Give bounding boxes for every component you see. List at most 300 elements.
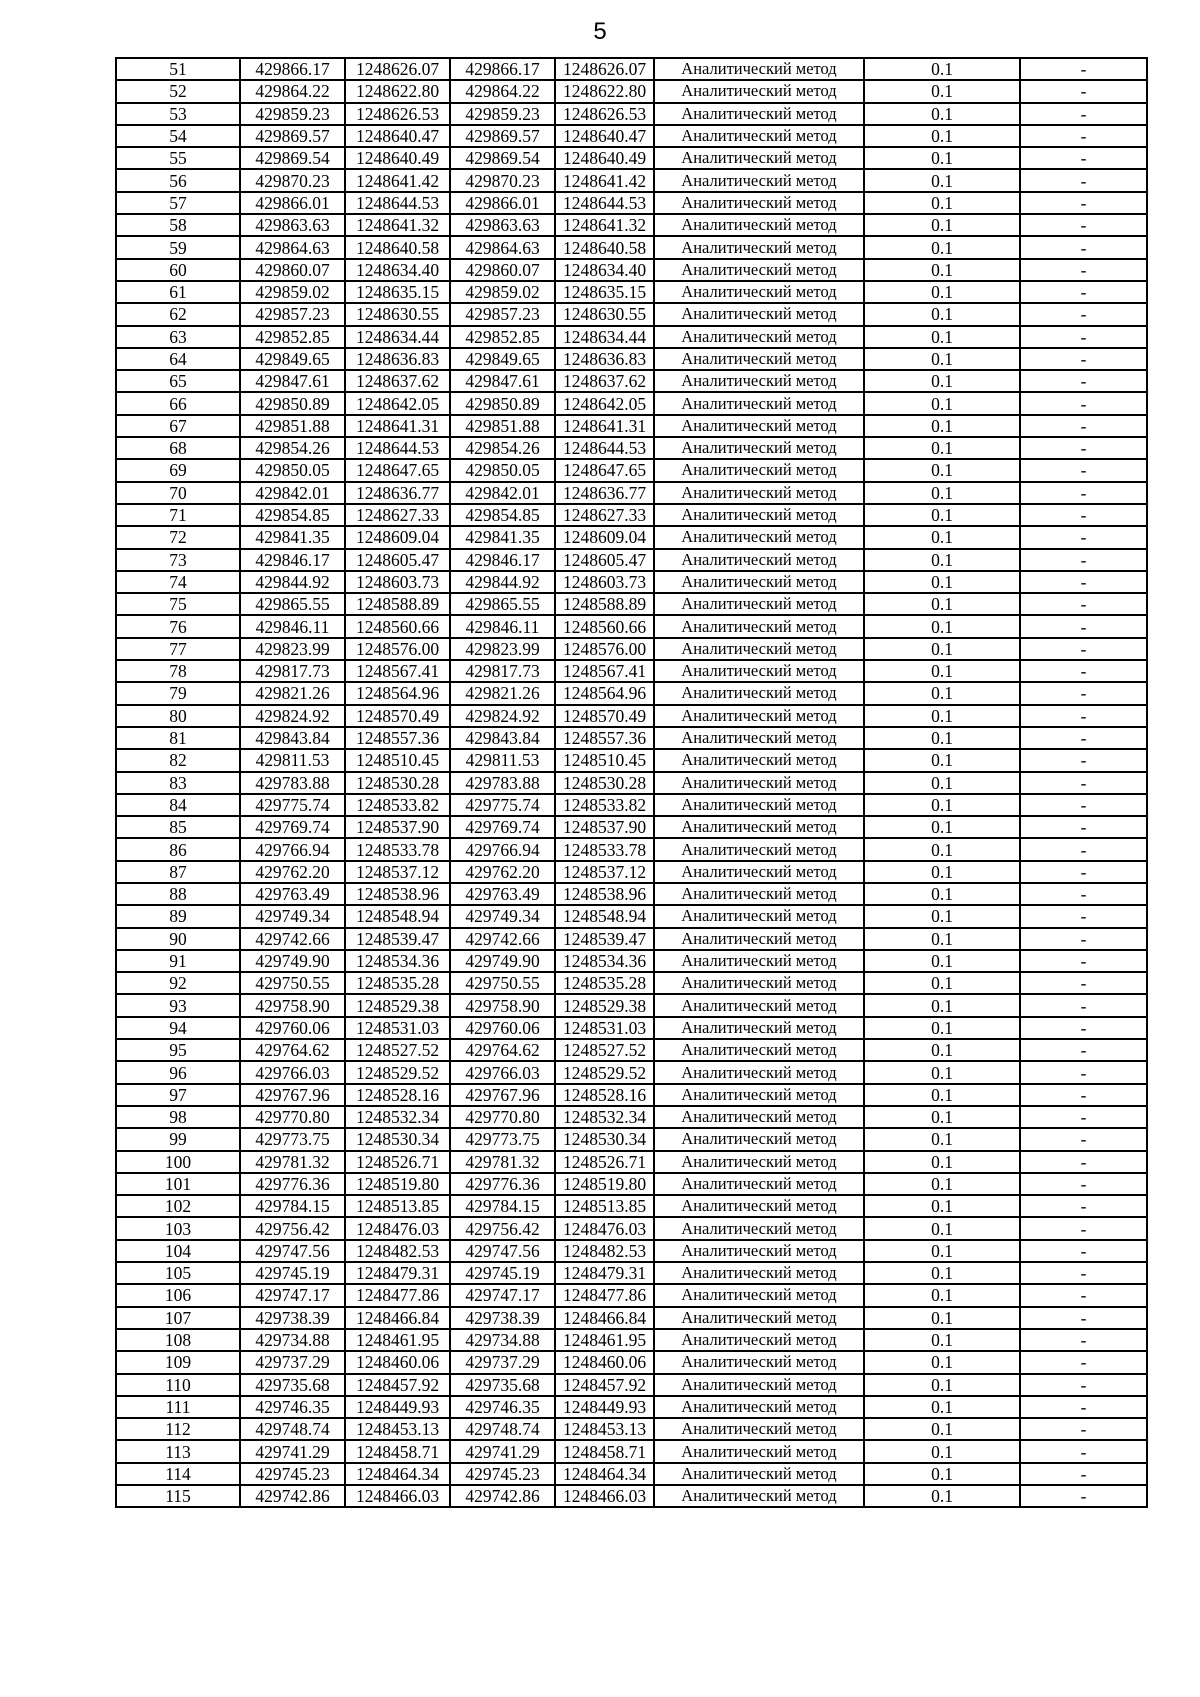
x-coordinate-cell: 429766.94: [450, 838, 555, 860]
y-coordinate-cell: 1248644.53: [555, 437, 654, 459]
method-cell: Аналитический метод: [654, 437, 864, 459]
y-coordinate-cell: 1248449.93: [345, 1396, 450, 1418]
table-row: [116, 928, 1147, 950]
x-coordinate-cell: 429850.05: [450, 459, 555, 481]
accuracy-cell: 0.1: [864, 1351, 1020, 1373]
point-number-cell: 95: [116, 1039, 240, 1061]
method-cell: Аналитический метод: [654, 1374, 864, 1396]
x-coordinate-cell: 429865.55: [450, 593, 555, 615]
point-number-cell: 80: [116, 705, 240, 727]
x-coordinate-cell: 429869.57: [450, 125, 555, 147]
accuracy-cell: 0.1: [864, 236, 1020, 258]
accuracy-cell: 0.1: [864, 1284, 1020, 1306]
x-coordinate-cell: 429734.88: [450, 1329, 555, 1351]
x-coordinate-cell: 429864.22: [450, 80, 555, 102]
table-row: [116, 259, 1147, 281]
y-coordinate-cell: 1248479.31: [555, 1262, 654, 1284]
x-coordinate-cell: 429756.42: [450, 1217, 555, 1239]
accuracy-cell: 0.1: [864, 80, 1020, 102]
note-cell: -: [1020, 727, 1147, 749]
x-coordinate-cell: 429866.17: [240, 58, 345, 80]
y-coordinate-cell: 1248464.34: [345, 1463, 450, 1485]
method-cell: Аналитический метод: [654, 1351, 864, 1373]
table-row: [116, 1217, 1147, 1239]
table-row: [116, 415, 1147, 437]
y-coordinate-cell: 1248637.62: [555, 370, 654, 392]
y-coordinate-cell: 1248460.06: [345, 1351, 450, 1373]
table-row: [116, 504, 1147, 526]
note-cell: -: [1020, 303, 1147, 325]
point-number-cell: 97: [116, 1084, 240, 1106]
point-number-cell: 70: [116, 482, 240, 504]
point-number-cell: 99: [116, 1128, 240, 1150]
note-cell: -: [1020, 1307, 1147, 1329]
y-coordinate-cell: 1248622.80: [555, 80, 654, 102]
x-coordinate-cell: 429857.23: [240, 303, 345, 325]
point-number-cell: 76: [116, 615, 240, 637]
table-row: [116, 281, 1147, 303]
method-cell: Аналитический метод: [654, 615, 864, 637]
point-number-cell: 101: [116, 1173, 240, 1195]
accuracy-cell: 0.1: [864, 1217, 1020, 1239]
y-coordinate-cell: 1248513.85: [555, 1195, 654, 1217]
y-coordinate-cell: 1248535.28: [555, 972, 654, 994]
method-cell: Аналитический метод: [654, 660, 864, 682]
method-cell: Аналитический метод: [654, 861, 864, 883]
y-coordinate-cell: 1248527.52: [555, 1039, 654, 1061]
table-row: [116, 1418, 1147, 1440]
method-cell: Аналитический метод: [654, 526, 864, 548]
accuracy-cell: 0.1: [864, 1262, 1020, 1284]
accuracy-cell: 0.1: [864, 994, 1020, 1016]
accuracy-cell: 0.1: [864, 1084, 1020, 1106]
y-coordinate-cell: 1248576.00: [555, 638, 654, 660]
method-cell: Аналитический метод: [654, 593, 864, 615]
note-cell: -: [1020, 1151, 1147, 1173]
y-coordinate-cell: 1248537.90: [345, 816, 450, 838]
y-coordinate-cell: 1248564.96: [345, 682, 450, 704]
method-cell: Аналитический метод: [654, 794, 864, 816]
point-number-cell: 58: [116, 214, 240, 236]
x-coordinate-cell: 429851.88: [450, 415, 555, 437]
method-cell: Аналитический метод: [654, 125, 864, 147]
accuracy-cell: 0.1: [864, 1418, 1020, 1440]
accuracy-cell: 0.1: [864, 593, 1020, 615]
x-coordinate-cell: 429775.74: [450, 794, 555, 816]
note-cell: -: [1020, 392, 1147, 414]
method-cell: Аналитический метод: [654, 348, 864, 370]
y-coordinate-cell: 1248576.00: [345, 638, 450, 660]
note-cell: -: [1020, 1084, 1147, 1106]
y-coordinate-cell: 1248609.04: [555, 526, 654, 548]
method-cell: Аналитический метод: [654, 147, 864, 169]
table-row: [116, 727, 1147, 749]
y-coordinate-cell: 1248567.41: [345, 660, 450, 682]
note-cell: -: [1020, 415, 1147, 437]
y-coordinate-cell: 1248647.65: [555, 459, 654, 481]
accuracy-cell: 0.1: [864, 526, 1020, 548]
note-cell: -: [1020, 1351, 1147, 1373]
y-coordinate-cell: 1248622.80: [345, 80, 450, 102]
method-cell: Аналитический метод: [654, 370, 864, 392]
y-coordinate-cell: 1248641.42: [345, 169, 450, 191]
accuracy-cell: 0.1: [864, 1039, 1020, 1061]
x-coordinate-cell: 429846.11: [450, 615, 555, 637]
table-row: [116, 1039, 1147, 1061]
y-coordinate-cell: 1248453.13: [555, 1418, 654, 1440]
point-number-cell: 64: [116, 348, 240, 370]
point-number-cell: 62: [116, 303, 240, 325]
y-coordinate-cell: 1248464.34: [555, 1463, 654, 1485]
x-coordinate-cell: 429747.56: [240, 1240, 345, 1262]
method-cell: Аналитический метод: [654, 103, 864, 125]
table-row: [116, 905, 1147, 927]
accuracy-cell: 0.1: [864, 214, 1020, 236]
x-coordinate-cell: 429842.01: [240, 482, 345, 504]
y-coordinate-cell: 1248539.47: [345, 928, 450, 950]
x-coordinate-cell: 429776.36: [240, 1173, 345, 1195]
x-coordinate-cell: 429849.65: [450, 348, 555, 370]
y-coordinate-cell: 1248537.12: [555, 861, 654, 883]
y-coordinate-cell: 1248642.05: [555, 392, 654, 414]
point-number-cell: 107: [116, 1307, 240, 1329]
x-coordinate-cell: 429749.90: [240, 950, 345, 972]
accuracy-cell: 0.1: [864, 1463, 1020, 1485]
y-coordinate-cell: 1248466.84: [555, 1307, 654, 1329]
table-row: [116, 660, 1147, 682]
y-coordinate-cell: 1248538.96: [555, 883, 654, 905]
y-coordinate-cell: 1248627.33: [555, 504, 654, 526]
x-coordinate-cell: 429767.96: [450, 1084, 555, 1106]
y-coordinate-cell: 1248533.78: [345, 838, 450, 860]
note-cell: -: [1020, 1463, 1147, 1485]
y-coordinate-cell: 1248548.94: [345, 905, 450, 927]
page-number: 5: [593, 18, 607, 45]
method-cell: Аналитический метод: [654, 1240, 864, 1262]
point-number-cell: 63: [116, 326, 240, 348]
table-row: [116, 80, 1147, 102]
x-coordinate-cell: 429762.20: [240, 861, 345, 883]
point-number-cell: 51: [116, 58, 240, 80]
x-coordinate-cell: 429846.11: [240, 615, 345, 637]
y-coordinate-cell: 1248557.36: [345, 727, 450, 749]
method-cell: Аналитический метод: [654, 259, 864, 281]
y-coordinate-cell: 1248640.47: [345, 125, 450, 147]
y-coordinate-cell: 1248626.53: [345, 103, 450, 125]
accuracy-cell: 0.1: [864, 749, 1020, 771]
x-coordinate-cell: 429781.32: [240, 1151, 345, 1173]
method-cell: Аналитический метод: [654, 326, 864, 348]
point-number-cell: 86: [116, 838, 240, 860]
x-coordinate-cell: 429823.99: [240, 638, 345, 660]
method-cell: Аналитический метод: [654, 1463, 864, 1485]
method-cell: Аналитический метод: [654, 192, 864, 214]
accuracy-cell: 0.1: [864, 169, 1020, 191]
note-cell: -: [1020, 838, 1147, 860]
x-coordinate-cell: 429750.55: [450, 972, 555, 994]
x-coordinate-cell: 429821.26: [240, 682, 345, 704]
x-coordinate-cell: 429745.19: [240, 1262, 345, 1284]
y-coordinate-cell: 1248476.03: [345, 1217, 450, 1239]
x-coordinate-cell: 429747.56: [450, 1240, 555, 1262]
x-coordinate-cell: 429850.89: [240, 392, 345, 414]
note-cell: -: [1020, 504, 1147, 526]
x-coordinate-cell: 429863.63: [240, 214, 345, 236]
accuracy-cell: 0.1: [864, 415, 1020, 437]
x-coordinate-cell: 429866.01: [240, 192, 345, 214]
x-coordinate-cell: 429770.80: [450, 1106, 555, 1128]
y-coordinate-cell: 1248530.28: [345, 772, 450, 794]
table-row: [116, 749, 1147, 771]
point-number-cell: 113: [116, 1440, 240, 1462]
accuracy-cell: 0.1: [864, 1128, 1020, 1150]
table-row: [116, 1240, 1147, 1262]
x-coordinate-cell: 429735.68: [450, 1374, 555, 1396]
note-cell: -: [1020, 816, 1147, 838]
note-cell: -: [1020, 103, 1147, 125]
y-coordinate-cell: 1248532.34: [555, 1106, 654, 1128]
method-cell: Аналитический метод: [654, 80, 864, 102]
note-cell: -: [1020, 1106, 1147, 1128]
note-cell: -: [1020, 482, 1147, 504]
method-cell: Аналитический метод: [654, 1106, 864, 1128]
table-row: [116, 772, 1147, 794]
point-number-cell: 60: [116, 259, 240, 281]
method-cell: Аналитический метод: [654, 1262, 864, 1284]
y-coordinate-cell: 1248641.31: [555, 415, 654, 437]
table-row: [116, 1463, 1147, 1485]
x-coordinate-cell: 429745.23: [240, 1463, 345, 1485]
x-coordinate-cell: 429844.92: [450, 571, 555, 593]
y-coordinate-cell: 1248479.31: [345, 1262, 450, 1284]
y-coordinate-cell: 1248531.03: [345, 1017, 450, 1039]
table-row: [116, 972, 1147, 994]
x-coordinate-cell: 429756.42: [240, 1217, 345, 1239]
note-cell: -: [1020, 80, 1147, 102]
method-cell: Аналитический метод: [654, 705, 864, 727]
accuracy-cell: 0.1: [864, 1017, 1020, 1039]
point-number-cell: 72: [116, 526, 240, 548]
y-coordinate-cell: 1248530.34: [345, 1128, 450, 1150]
y-coordinate-cell: 1248519.80: [555, 1173, 654, 1195]
y-coordinate-cell: 1248528.16: [555, 1084, 654, 1106]
x-coordinate-cell: 429823.99: [450, 638, 555, 660]
x-coordinate-cell: 429859.23: [450, 103, 555, 125]
table-row: [116, 1106, 1147, 1128]
accuracy-cell: 0.1: [864, 504, 1020, 526]
y-coordinate-cell: 1248529.38: [555, 994, 654, 1016]
x-coordinate-cell: 429758.90: [240, 994, 345, 1016]
note-cell: -: [1020, 705, 1147, 727]
table-row: [116, 705, 1147, 727]
y-coordinate-cell: 1248605.47: [345, 549, 450, 571]
note-cell: -: [1020, 1396, 1147, 1418]
accuracy-cell: 0.1: [864, 392, 1020, 414]
x-coordinate-cell: 429851.88: [240, 415, 345, 437]
note-cell: -: [1020, 1173, 1147, 1195]
x-coordinate-cell: 429843.84: [240, 727, 345, 749]
y-coordinate-cell: 1248634.44: [345, 326, 450, 348]
note-cell: -: [1020, 994, 1147, 1016]
accuracy-cell: 0.1: [864, 705, 1020, 727]
y-coordinate-cell: 1248630.55: [555, 303, 654, 325]
x-coordinate-cell: 429869.57: [240, 125, 345, 147]
accuracy-cell: 0.1: [864, 259, 1020, 281]
point-number-cell: 111: [116, 1396, 240, 1418]
x-coordinate-cell: 429767.96: [240, 1084, 345, 1106]
method-cell: Аналитический метод: [654, 994, 864, 1016]
y-coordinate-cell: 1248533.82: [555, 794, 654, 816]
note-cell: -: [1020, 281, 1147, 303]
point-number-cell: 68: [116, 437, 240, 459]
table-row: [116, 883, 1147, 905]
x-coordinate-cell: 429749.34: [450, 905, 555, 927]
method-cell: Аналитический метод: [654, 392, 864, 414]
y-coordinate-cell: 1248519.80: [345, 1173, 450, 1195]
x-coordinate-cell: 429844.92: [240, 571, 345, 593]
point-number-cell: 82: [116, 749, 240, 771]
y-coordinate-cell: 1248535.28: [345, 972, 450, 994]
x-coordinate-cell: 429784.15: [450, 1195, 555, 1217]
note-cell: -: [1020, 682, 1147, 704]
method-cell: Аналитический метод: [654, 1039, 864, 1061]
table-row: [116, 103, 1147, 125]
y-coordinate-cell: 1248626.07: [345, 58, 450, 80]
accuracy-cell: 0.1: [864, 928, 1020, 950]
accuracy-cell: 0.1: [864, 972, 1020, 994]
x-coordinate-cell: 429854.26: [240, 437, 345, 459]
x-coordinate-cell: 429745.23: [450, 1463, 555, 1485]
note-cell: -: [1020, 1374, 1147, 1396]
x-coordinate-cell: 429854.85: [450, 504, 555, 526]
table-row: [116, 1374, 1147, 1396]
point-number-cell: 57: [116, 192, 240, 214]
x-coordinate-cell: 429749.90: [450, 950, 555, 972]
y-coordinate-cell: 1248641.42: [555, 169, 654, 191]
x-coordinate-cell: 429760.06: [450, 1017, 555, 1039]
y-coordinate-cell: 1248466.03: [555, 1485, 654, 1507]
x-coordinate-cell: 429766.94: [240, 838, 345, 860]
accuracy-cell: 0.1: [864, 459, 1020, 481]
point-number-cell: 87: [116, 861, 240, 883]
point-number-cell: 66: [116, 392, 240, 414]
x-coordinate-cell: 429737.29: [240, 1351, 345, 1373]
table-row: [116, 437, 1147, 459]
table-row: [116, 1173, 1147, 1195]
accuracy-cell: 0.1: [864, 1485, 1020, 1507]
note-cell: -: [1020, 772, 1147, 794]
note-cell: -: [1020, 749, 1147, 771]
method-cell: Аналитический метод: [654, 1307, 864, 1329]
x-coordinate-cell: 429770.80: [240, 1106, 345, 1128]
point-number-cell: 75: [116, 593, 240, 615]
x-coordinate-cell: 429764.62: [450, 1039, 555, 1061]
note-cell: -: [1020, 1039, 1147, 1061]
x-coordinate-cell: 429776.36: [450, 1173, 555, 1195]
note-cell: -: [1020, 125, 1147, 147]
x-coordinate-cell: 429764.62: [240, 1039, 345, 1061]
table-row: [116, 125, 1147, 147]
method-cell: Аналитический метод: [654, 1084, 864, 1106]
point-number-cell: 85: [116, 816, 240, 838]
note-cell: -: [1020, 972, 1147, 994]
y-coordinate-cell: 1248567.41: [555, 660, 654, 682]
x-coordinate-cell: 429860.07: [240, 259, 345, 281]
note-cell: -: [1020, 883, 1147, 905]
y-coordinate-cell: 1248482.53: [555, 1240, 654, 1262]
table-row: [116, 615, 1147, 637]
y-coordinate-cell: 1248458.71: [555, 1440, 654, 1462]
point-number-cell: 106: [116, 1284, 240, 1306]
table-row: [116, 1307, 1147, 1329]
x-coordinate-cell: 429742.86: [240, 1485, 345, 1507]
table-row: [116, 1017, 1147, 1039]
y-coordinate-cell: 1248641.32: [555, 214, 654, 236]
method-cell: Аналитический метод: [654, 549, 864, 571]
y-coordinate-cell: 1248510.45: [555, 749, 654, 771]
method-cell: Аналитический метод: [654, 1061, 864, 1083]
table-row: [116, 303, 1147, 325]
note-cell: -: [1020, 236, 1147, 258]
y-coordinate-cell: 1248457.92: [555, 1374, 654, 1396]
y-coordinate-cell: 1248635.15: [555, 281, 654, 303]
x-coordinate-cell: 429847.61: [240, 370, 345, 392]
x-coordinate-cell: 429859.02: [450, 281, 555, 303]
y-coordinate-cell: 1248477.86: [555, 1284, 654, 1306]
table-row: [116, 571, 1147, 593]
point-number-cell: 114: [116, 1463, 240, 1485]
y-coordinate-cell: 1248457.92: [345, 1374, 450, 1396]
point-number-cell: 54: [116, 125, 240, 147]
y-coordinate-cell: 1248533.82: [345, 794, 450, 816]
table-row: [116, 192, 1147, 214]
point-number-cell: 105: [116, 1262, 240, 1284]
y-coordinate-cell: 1248531.03: [555, 1017, 654, 1039]
y-coordinate-cell: 1248530.28: [555, 772, 654, 794]
y-coordinate-cell: 1248647.65: [345, 459, 450, 481]
y-coordinate-cell: 1248560.66: [345, 615, 450, 637]
point-number-cell: 103: [116, 1217, 240, 1239]
x-coordinate-cell: 429747.17: [240, 1284, 345, 1306]
table-row: [116, 994, 1147, 1016]
x-coordinate-cell: 429841.35: [450, 526, 555, 548]
accuracy-cell: 0.1: [864, 727, 1020, 749]
y-coordinate-cell: 1248570.49: [345, 705, 450, 727]
x-coordinate-cell: 429841.35: [240, 526, 345, 548]
y-coordinate-cell: 1248634.40: [555, 259, 654, 281]
method-cell: Аналитический метод: [654, 1017, 864, 1039]
point-number-cell: 69: [116, 459, 240, 481]
y-coordinate-cell: 1248461.95: [345, 1329, 450, 1351]
table-row: [116, 549, 1147, 571]
table-row: [116, 58, 1147, 80]
y-coordinate-cell: 1248560.66: [555, 615, 654, 637]
method-cell: Аналитический метод: [654, 415, 864, 437]
method-cell: Аналитический метод: [654, 682, 864, 704]
x-coordinate-cell: 429775.74: [240, 794, 345, 816]
table-row: [116, 593, 1147, 615]
table-row: [116, 1195, 1147, 1217]
x-coordinate-cell: 429859.02: [240, 281, 345, 303]
y-coordinate-cell: 1248635.15: [345, 281, 450, 303]
x-coordinate-cell: 429817.73: [240, 660, 345, 682]
accuracy-cell: 0.1: [864, 682, 1020, 704]
y-coordinate-cell: 1248557.36: [555, 727, 654, 749]
x-coordinate-cell: 429859.23: [240, 103, 345, 125]
method-cell: Аналитический метод: [654, 459, 864, 481]
accuracy-cell: 0.1: [864, 326, 1020, 348]
y-coordinate-cell: 1248526.71: [345, 1151, 450, 1173]
